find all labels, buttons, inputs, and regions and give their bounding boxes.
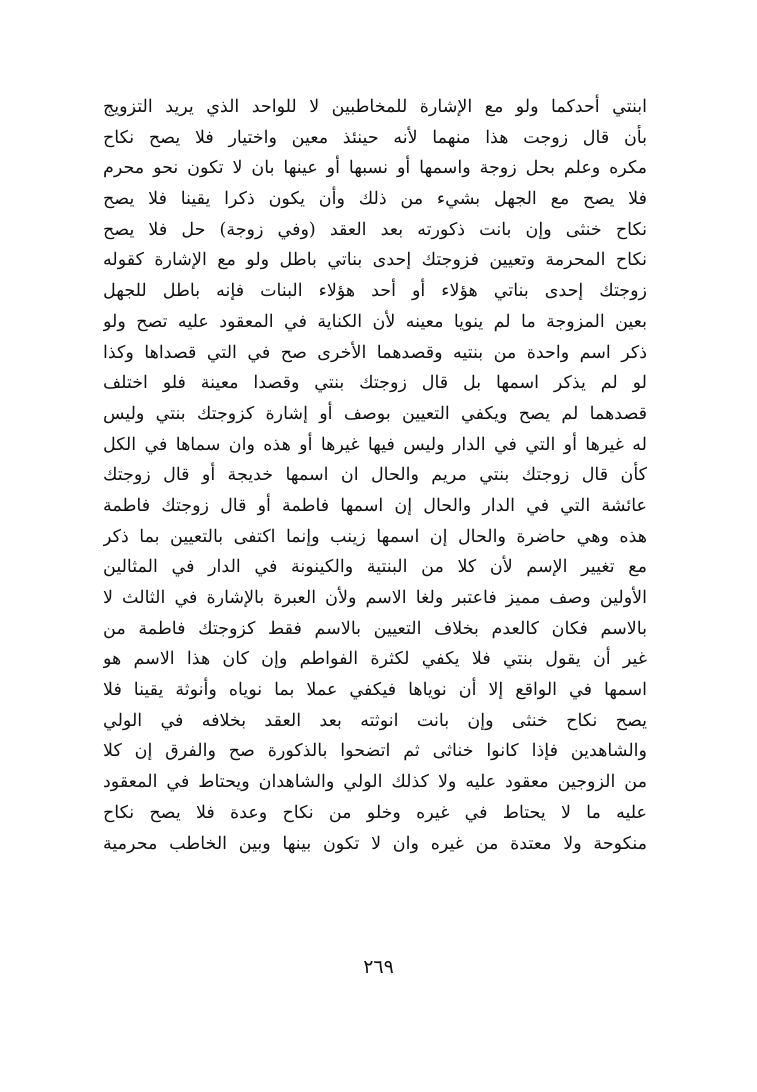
text-line: كأن قال زوجتك بنتي مريم والحال ان اسمها خديجة أو قال زوجتك [103,465,647,486]
text-line: بأن قال زوجت هذا منهما لأنه حينئذ معين واختيار فلا يصح نكاح [103,127,647,148]
text-line: ابنتي أحدكما ولو مع الإشارة للمخاطبين لا للواحد الذي يريد التزويج [103,97,647,117]
text-line: بعين المزوجة ما لم ينويا معينه لأن الكناية في المعقود عليه تصح ولو [103,311,647,332]
text-line: بالاسم فكان كالعدم بخلاف التعيين بالاسم فقط كزوجتك فاطمة من [103,618,647,639]
text-line: ذكر اسم واحدة من بنتيه وقصدهما الأخرى صح في التي قصداها وكذا [103,342,647,363]
text-line: الأولين وصف مميز فاعتبر ولغا الاسم ولأن العبرة بالإشارة في الثالث لا [103,588,647,608]
text-line: نكاح المحرمة وتعيين فزوجتك إحدى بناتي باطل ولو مع الإشارة كقوله [103,250,647,271]
text-line: قصدهما لم يصح ويكفي التعيين بوصف أو إشارة كزوجتك بنتي وليس [103,403,647,424]
text-line: مع تغيير الإسم لأن كلا من البنتية والكينونة في الدار في المثالين [103,557,647,578]
text-line: غير أن يقول بنتي فلا يكفي لكثرة الفواطم وإن كان هذا الاسم هو [103,649,647,670]
text-line: عليه ما لا يحتاط في غيره وخلو من نكاح وعدة فلا يصح نكاح [103,802,647,823]
text-line: عائشة التي في الدار والحال إن اسمها فاطمة أو قال زوجتك فاطمة [103,495,647,516]
text-line: هذه وهي حاضرة والحال إن اسمها زينب وإنما اكتفى بالتعيين بما ذكر [103,526,647,547]
text-line: من الزوجين معقود عليه ولا كذلك الولي والشاهدان ويحتاط في المعقود [103,772,647,793]
text-line: له غيرها أو التي في الدار وليس فيها غيرها أو هذه وان سماها في الكل [103,434,647,455]
text-line: زوجتك إحدى بناتي هؤلاء أو أحد هؤلاء البنات فإنه باطل للجهل [103,281,647,302]
text-line: نكاح خنثى وإن بانت ذكورته بعد العقد (وفي زوجة) حل فلا يصح [103,219,647,240]
text-line: يصح نكاح خنثى وإن بانت انوثته بعد العقد بخلافه في الولي [103,710,647,731]
text-line: مكره وعلم بحل زوجة واسمها أو نسبها أو عينها بان لا تكون نحو محرم [103,158,647,179]
text-line: منكوحة ولا معتدة من غيره وان لا تكون بينها وبين الخاطب محرمية [103,833,647,854]
text-line: فلا يصح مع الجهل بشيء من ذلك وأن يكون ذكرا يقينا فلا يصح [103,189,647,210]
text-line: لو لم يذكر اسمها بل قال زوجتك بنتي وقصدا معينة فلو اختلف [103,373,647,394]
text-line: اسمها في الواقع إلا أن نوياها فيكفي عملا بما نوياه وأنوثة يقينا فلا [103,680,647,701]
text-line: والشاهدين فإذا كانوا خناثى ثم اتضحوا بالذكورة صح والفرق إن كلا [103,741,647,762]
body-text [103,92,647,859]
page-number: ٢٦٩ [363,956,394,978]
